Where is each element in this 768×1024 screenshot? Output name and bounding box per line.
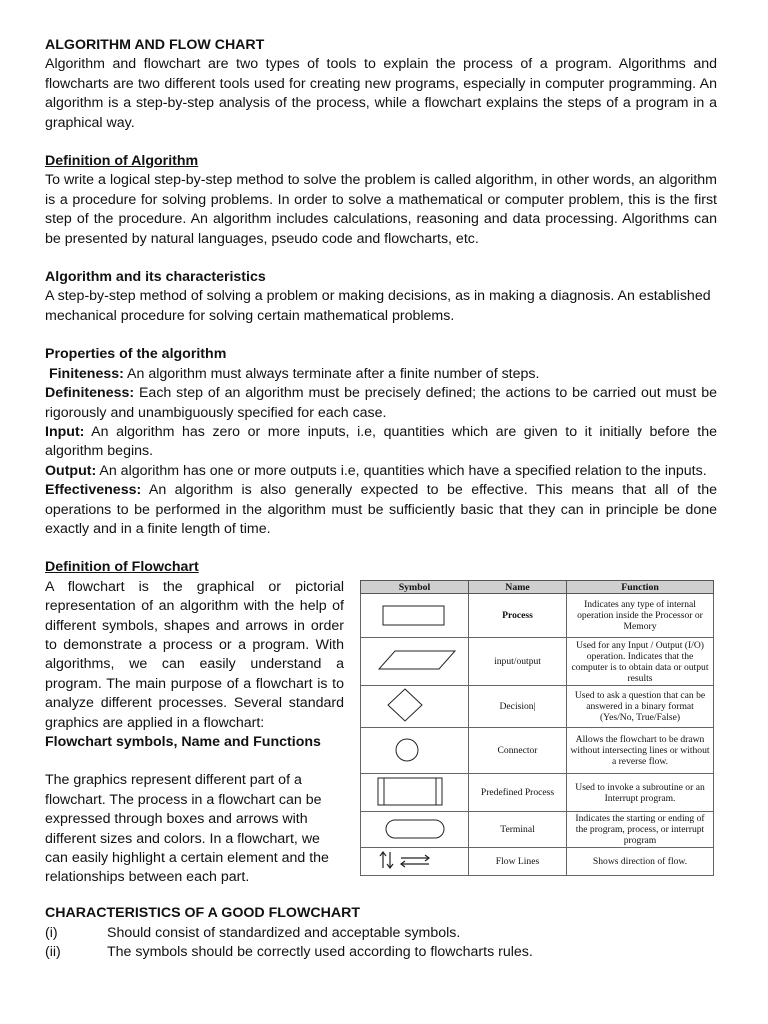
good-flowchart-heading: CHARACTERISTICS OF A GOOD FLOWCHART (45, 905, 360, 922)
rectangle-icon (361, 594, 468, 634)
definition-flowchart-heading: Definition of Flowchart (45, 559, 199, 576)
table-header-row (361, 581, 714, 594)
table-row (361, 638, 714, 686)
table-row (361, 774, 714, 812)
document-title: ALGORITHM AND FLOW CHART (45, 37, 265, 53)
predefined-process-icon (361, 774, 468, 808)
terminal-icon (361, 812, 468, 844)
name-cell: Predefined Process (469, 774, 567, 812)
name-cell: Decision| (469, 686, 567, 728)
property-text: An algorithm must always terminate after a finite number of steps. (123, 365, 540, 382)
header-name: Name (469, 581, 567, 594)
property-definiteness (45, 384, 717, 423)
function-cell: Used to invoke a subroutine or an Interrupt program. (567, 774, 714, 812)
flow-arrows-icon (361, 848, 468, 872)
header-function: Function (567, 581, 714, 594)
flowchart-symbols-heading: Flowchart symbols, Name and Functions (45, 734, 321, 750)
intro-paragraph: Algorithm and flowchart are two types of tools to explain the process of a program. Algorithms and flowcharts are two different tools used for creating new programs, especially in computer programming. An algorithm is a step-by-step analysis of the process, while a flowchart explains the steps of a program in a graphical way. (45, 56, 717, 131)
property-text: An algorithm is also generally expected to be effective. This means that all of the operations to be performed in the algorithm must be sufficiently basic that they can in principle be done exactly and in a finite length of time. (45, 482, 717, 537)
property-input (45, 423, 717, 462)
property-label: Output: (45, 462, 97, 479)
list-text: Should consist of standardized and acceptable symbols. (107, 924, 461, 941)
function-cell: Used to ask a question that can be answered in a binary format (Yes/No, True/False) (567, 686, 714, 728)
table-row (361, 686, 714, 728)
definition-flowchart-text: A flowchart is the graphical or pictorial representation of an algorithm with the help of different symbols, shapes and arrows in order to demonstrate a process or a program. With algorithms, we can easily understand a program. The main purpose of a flowchart is to analyze different processes. Several standard graphics are applied in a flowchart: (45, 578, 344, 731)
table-row (361, 812, 714, 848)
symbol-cell (361, 686, 469, 728)
property-label: Effectiveness: (45, 482, 142, 499)
symbol-cell (361, 812, 469, 848)
diamond-icon (361, 686, 468, 724)
circle-icon (361, 728, 468, 770)
name-cell: Process (469, 594, 567, 638)
property-label: Finiteness: (48, 365, 124, 382)
list-number: (ii) (45, 944, 61, 961)
symbol-cell (361, 774, 469, 812)
symbol-cell (361, 728, 469, 774)
document-page (45, 36, 717, 963)
property-text: An algorithm has zero or more inputs, i.e, quantities which are given to it initially before the algorithm begins. (45, 423, 717, 460)
name-cell: Connector (469, 728, 567, 774)
property-finiteness (45, 365, 717, 384)
property-text: An algorithm has one or more outputs i.e, quantities which have a specified relation to the inputs. (96, 462, 707, 479)
flowchart-text-column (45, 558, 344, 888)
name-cell: Terminal (469, 812, 567, 848)
table-row (361, 728, 714, 774)
characteristics-heading: Algorithm and its characteristics (45, 269, 266, 286)
function-cell: Indicates any type of internal operation inside the Processor or Memory (567, 594, 714, 638)
table-row (361, 848, 714, 876)
symbol-cell (361, 848, 469, 876)
characteristics-text: A step-by-step method of solving a problem or making decisions, as in making a diagnosis. An established mechanical procedure for solving certain mathematical problems. (45, 288, 711, 324)
list-number: (i) (45, 924, 58, 941)
function-cell: Shows direction of flow. (567, 848, 714, 876)
list-text: The symbols should be correctly used according to flowcharts rules. (107, 944, 533, 961)
function-cell: Allows the flowchart to be drawn without intersecting lines or without a reverse flow. (567, 728, 714, 774)
table-row (361, 594, 714, 638)
header-symbol: Symbol (361, 581, 469, 594)
properties-heading: Properties of the algorithm (45, 346, 227, 363)
list-item (45, 943, 717, 962)
parallelogram-icon (361, 638, 468, 682)
property-effectiveness (45, 481, 717, 539)
name-cell: Flow Lines (469, 848, 567, 876)
definition-algorithm-text: To write a logical step-by-step method to solve the problem is called algorithm, in other words, an algorithm is a procedure for solving problems. In order to solve a mathematical or computer problem, this is the first step of the procedure. An algorithm includes calculations, reasoning and data processing. Algorithms can be presented by natural languages, pseudo code and flowcharts, etc. (45, 172, 717, 247)
property-label: Input: (45, 423, 85, 440)
symbol-cell (361, 594, 469, 638)
function-cell: Indicates the starting or ending of the program, process, or interrupt program (567, 812, 714, 848)
flowchart-graphics-text: The graphics represent different part of a flowchart. The process in a flowchart can be expressed through boxes and arrows with different sizes and colors. In a flowchart, we can easily highlight a certain element and the relationships between each part. (45, 772, 329, 886)
property-label: Definiteness: (45, 385, 135, 402)
property-output (45, 462, 717, 481)
flowchart-section (45, 558, 717, 885)
definition-algorithm-heading: Definition of Algorithm (45, 153, 199, 170)
flowchart-symbols-table (360, 580, 714, 876)
list-item (45, 924, 717, 943)
property-text: Each step of an algorithm must be precisely defined; the actions to be carried out must be rigorously and unambiguously specified for each case. (45, 385, 717, 421)
symbol-cell (361, 638, 469, 686)
function-cell: Used for any Input / Output (I/O) operation. Indicates that the computer is to obtain data or output results (567, 638, 714, 686)
name-cell: input/output (469, 638, 567, 686)
